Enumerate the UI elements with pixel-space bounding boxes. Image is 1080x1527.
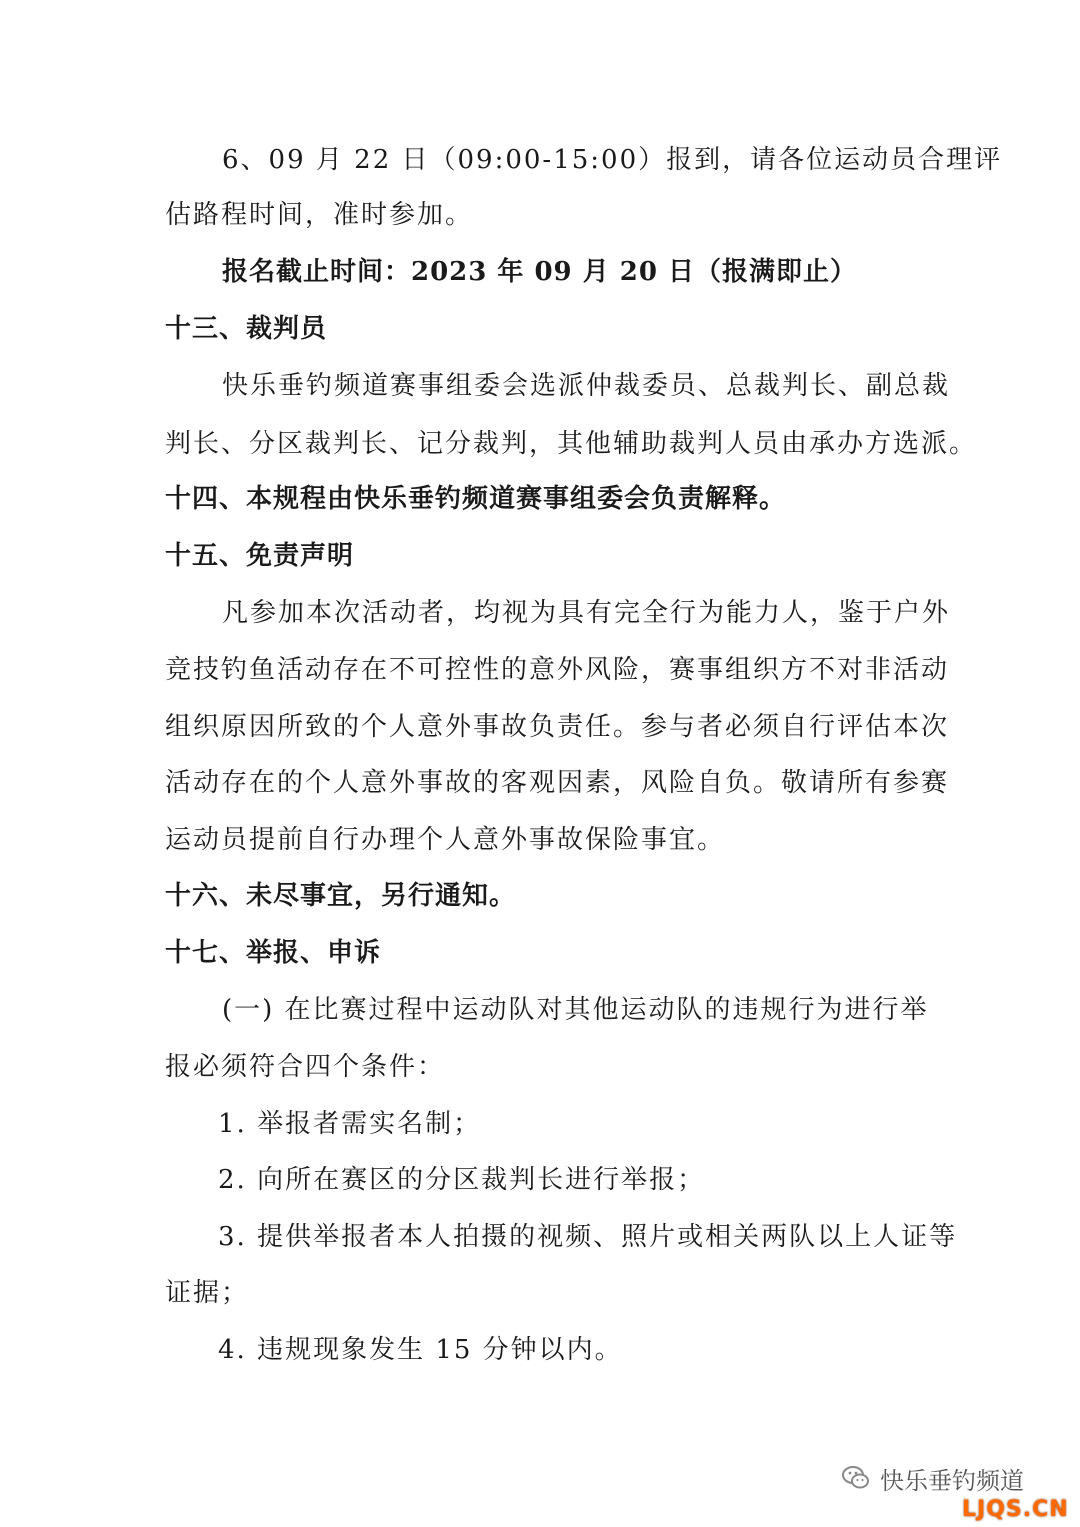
text-line: 估路程时间，准时参加。	[165, 200, 474, 230]
text-line: 凡参加本次活动者，均视为具有完全行为能力人，鉴于户外	[222, 598, 951, 628]
text-line: 快乐垂钓频道赛事组委会选派仲裁委员、总裁判长、副总裁	[222, 371, 951, 401]
watermark-text: 快乐垂钓频道	[880, 1466, 1024, 1495]
section-heading: 十五、免责声明	[165, 541, 355, 571]
section-heading: 十三、裁判员	[165, 314, 328, 344]
text-line: 证据；	[165, 1278, 250, 1308]
list-item: 3. 提供举报者本人拍摄的视频、照片或相关两队以上人证等	[218, 1222, 958, 1252]
text-line: 报必须符合四个条件：	[165, 1052, 446, 1082]
section-heading: 十四、本规程由快乐垂钓频道赛事组委会负责解释。	[165, 484, 787, 514]
list-item: 2. 向所在赛区的分区裁判长进行举报；	[218, 1165, 706, 1195]
text-line: 运动员提前自行办理个人意外事故保险事宜。	[165, 825, 726, 855]
text-line: 6、09 月 22 日（09:00-15:00）报到，请各位运动员合理评	[222, 145, 1003, 175]
text-line: 活动存在的个人意外事故的客观因素，风险自负。敬请所有参赛	[165, 768, 950, 798]
list-item: 4. 违规现象发生 15 分钟以内。	[218, 1335, 623, 1365]
wechat-icon	[840, 1462, 872, 1494]
deadline-line: 报名截止时间：2023 年 09 月 20 日（报满即止）	[222, 257, 857, 287]
channel-watermark	[840, 1458, 1024, 1498]
text-line: 组织原因所致的个人意外事故负责任。参与者必须自行评估本次	[165, 712, 950, 742]
section-heading: 十七、举报、申诉	[165, 938, 382, 968]
text-line: 判长、分区裁判长、记分裁判，其他辅助裁判人员由承办方选派。	[165, 429, 978, 459]
text-line: 竞技钓鱼活动存在不可控性的意外风险，赛事组织方不对非活动	[165, 655, 950, 685]
section-heading: 十六、未尽事宜，另行通知。	[165, 881, 517, 911]
list-item: 1. 举报者需实名制；	[218, 1109, 482, 1139]
text-line: (一) 在比赛过程中运动队对其他运动队的违规行为进行举	[222, 995, 929, 1025]
site-logo: LJQS.CN	[962, 1497, 1069, 1522]
